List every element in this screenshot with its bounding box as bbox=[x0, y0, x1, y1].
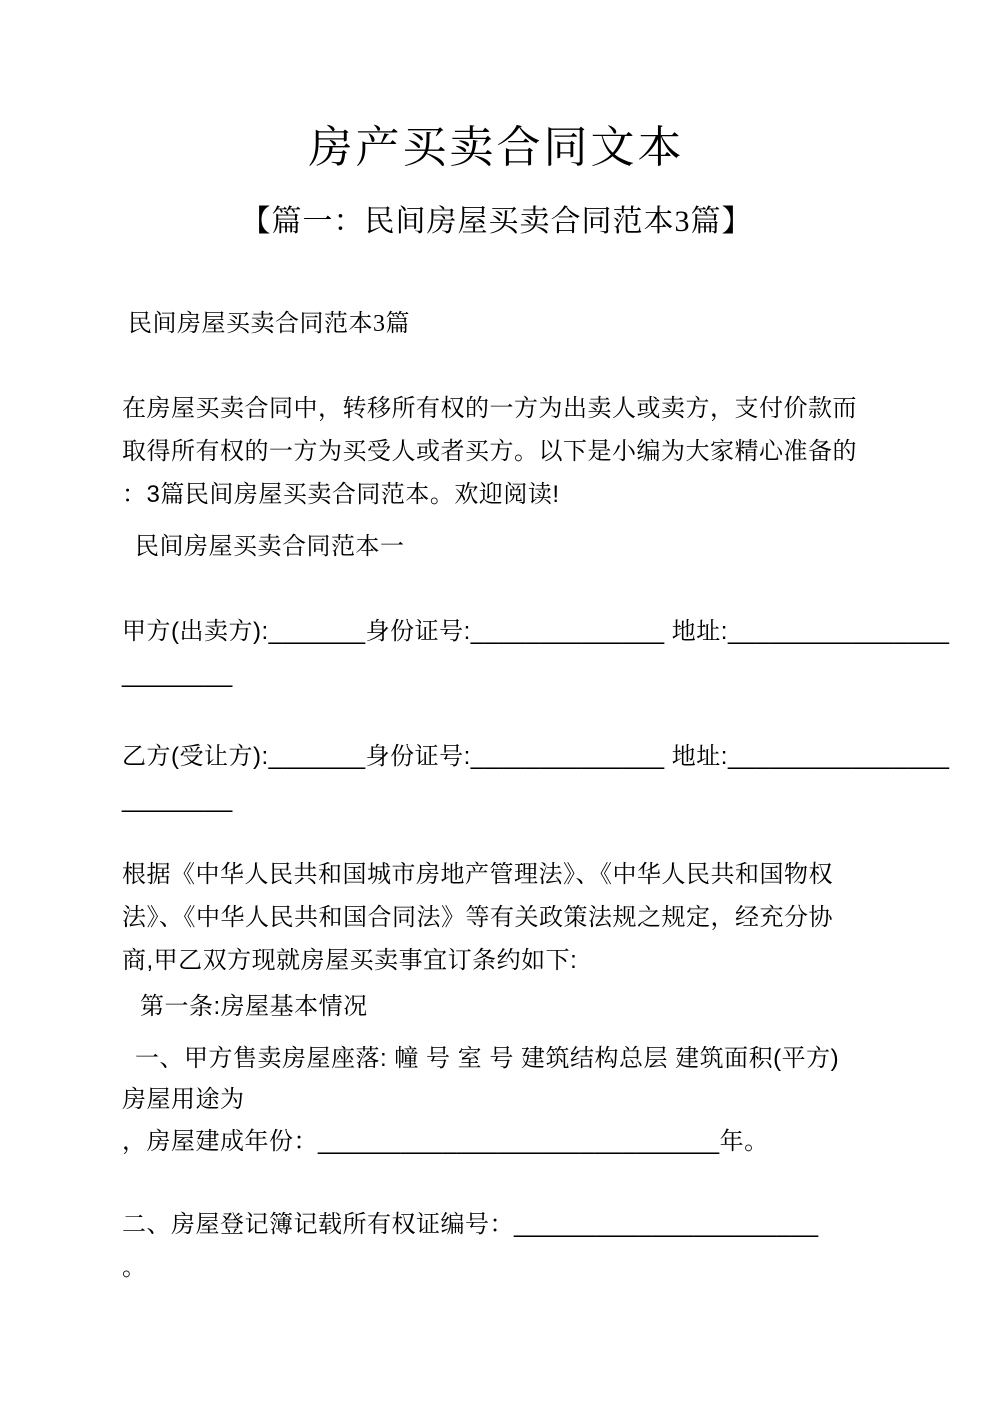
legal-basis-line-3: 商,甲乙双方现就房屋买卖事宜订条约如下: bbox=[122, 947, 578, 974]
article-one-item-two-blank-line: 二、房屋登记簿记载所有权证编号：______________________ bbox=[122, 1211, 819, 1238]
intro-line-1: 在房屋买卖合同中，转移所有权的一方为出卖人或卖方，支付价款而 bbox=[122, 395, 857, 422]
build-year-blank-line: ，房屋建成年份：_____________________________年。 bbox=[122, 1128, 769, 1155]
closing-period: 。 bbox=[122, 1254, 147, 1281]
document-title: 房产买卖合同文本 bbox=[308, 123, 685, 172]
intro-line-3: ：3篇民间房屋买卖合同范本。欢迎阅读! bbox=[122, 481, 560, 508]
party-a-blank-line: 甲方(出卖方):_______身份证号:______________ 地址:________________ bbox=[122, 618, 950, 645]
section-subtitle: 【篇一：民间房屋买卖合同范本3篇】 bbox=[240, 205, 753, 238]
legal-basis-line-1: 根据《中华人民共和国城市房地产管理法》、《中华人民共和国物权 bbox=[122, 861, 833, 888]
legal-basis-line-2: 法》、《中华人民共和国合同法》等有关政策法规之规定，经充分协 bbox=[122, 904, 833, 931]
article-one-heading: 第一条:房屋基本情况 bbox=[140, 993, 368, 1020]
article-one-item-one-line-1: 一、甲方售卖房屋座落: 幢 号 室 号 建筑结构总层 建筑面积(平方) bbox=[135, 1045, 840, 1072]
party-b-blank-line-continuation: ________ bbox=[122, 786, 233, 813]
article-one-item-one-line-2: 房屋用途为 bbox=[122, 1086, 245, 1113]
sample-collection-heading: 民间房屋买卖合同范本3篇 bbox=[128, 311, 410, 337]
sample-one-heading: 民间房屋买卖合同范本一 bbox=[135, 533, 405, 560]
intro-line-2: 取得所有权的一方为买受人或者买方。以下是小编为大家精心准备的 bbox=[122, 438, 857, 465]
party-b-blank-line: 乙方(受让方):_______身份证号:______________ 地址:________________ bbox=[122, 743, 950, 770]
party-a-blank-line-continuation: ________ bbox=[122, 661, 233, 688]
